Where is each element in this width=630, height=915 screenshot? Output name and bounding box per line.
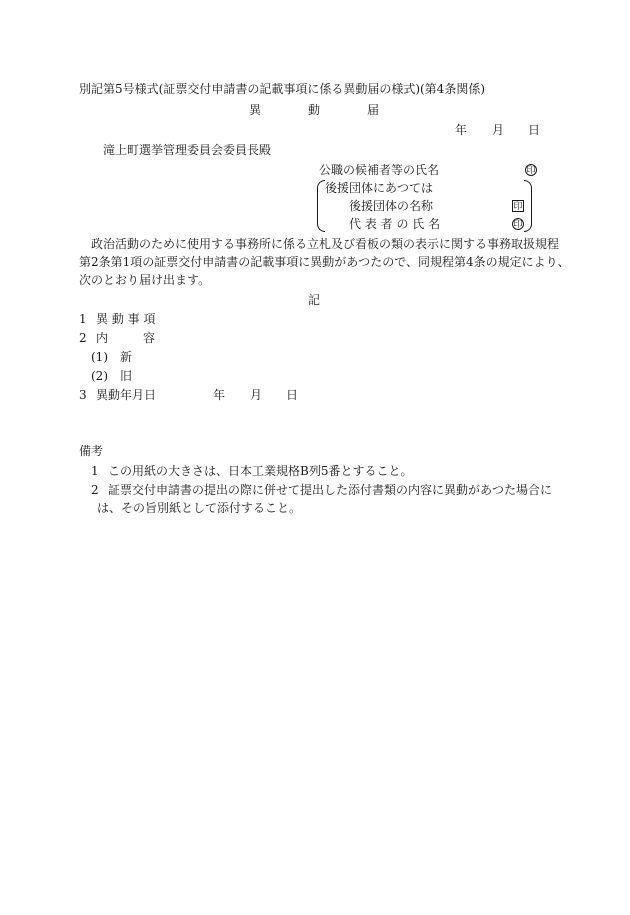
left-brace [317, 180, 325, 232]
title-char-3: 届 [367, 103, 380, 117]
addressee: 滝上町選挙管理委員会委員長殿 [103, 143, 272, 157]
seal-mark-group: 印 [513, 202, 523, 212]
notes-heading: 備考 [79, 444, 104, 458]
date-year: 年 [455, 123, 468, 137]
item-3-label: 異動年月日 [96, 388, 157, 402]
ki-heading: 記 [308, 293, 321, 307]
note-1-text: この用紙の大きさは、日本工業規格B列5番とすること。 [108, 464, 413, 478]
item-3-day: 日 [286, 388, 299, 402]
item-2-label-a: 内 [96, 331, 109, 345]
form-header: 別記第5号様式(証票交付申請書の記載事項に係る異動届の様式)(第4条関係) [79, 82, 485, 96]
body-line-2: 第2条第1項の証票交付申請書の記載事項に異動があつたので、同規程第4条の規定により、 [79, 255, 570, 269]
seal-mark-candidate: 印 [526, 166, 536, 176]
body-line-3: 次のとおり届け出ます。 [79, 273, 211, 287]
note-2-text-b: は、その旨別紙として添付すること。 [97, 501, 302, 515]
body-line-1: 政治活動のために使用する事務所に係る立札及び看板の類の表示に関する事務取扱規程 [91, 237, 560, 251]
right-brace [524, 180, 532, 232]
item-3-year: 年 [213, 388, 226, 402]
date-month: 月 [492, 123, 505, 137]
item-1-number: 1 [79, 312, 87, 326]
representative-name-label: 代 表 者 の 氏 名 [349, 217, 441, 231]
title-char-2: 動 [308, 103, 321, 117]
item-2-number: 2 [79, 331, 87, 345]
sub-item-1-label: 新 [120, 350, 133, 364]
candidate-name-label: 公職の候補者等の氏名 [319, 163, 440, 177]
date-day: 日 [528, 123, 541, 137]
item-1-label: 異 動 事 項 [96, 312, 156, 326]
sub-item-1-number: (1) [91, 350, 108, 364]
seal-mark-representative: 印 [513, 220, 523, 230]
sub-item-2-number: (2) [91, 369, 108, 383]
group-name-label: 後援団体の名称 [349, 199, 434, 213]
title-char-1: 異 [249, 103, 262, 117]
item-3-month: 月 [250, 388, 263, 402]
item-3-number: 3 [79, 388, 87, 402]
item-2-label-b: 容 [143, 331, 156, 345]
note-1-number: 1 [91, 464, 99, 478]
sub-item-2-label: 旧 [120, 369, 133, 383]
support-group-intro: 後援団体にあつては [325, 181, 434, 195]
note-2-number: 2 [91, 483, 99, 497]
note-2-text-a: 証票交付申請書の提出の際に併せて提出した添付書類の内容に異動があつた場合に [108, 483, 553, 497]
